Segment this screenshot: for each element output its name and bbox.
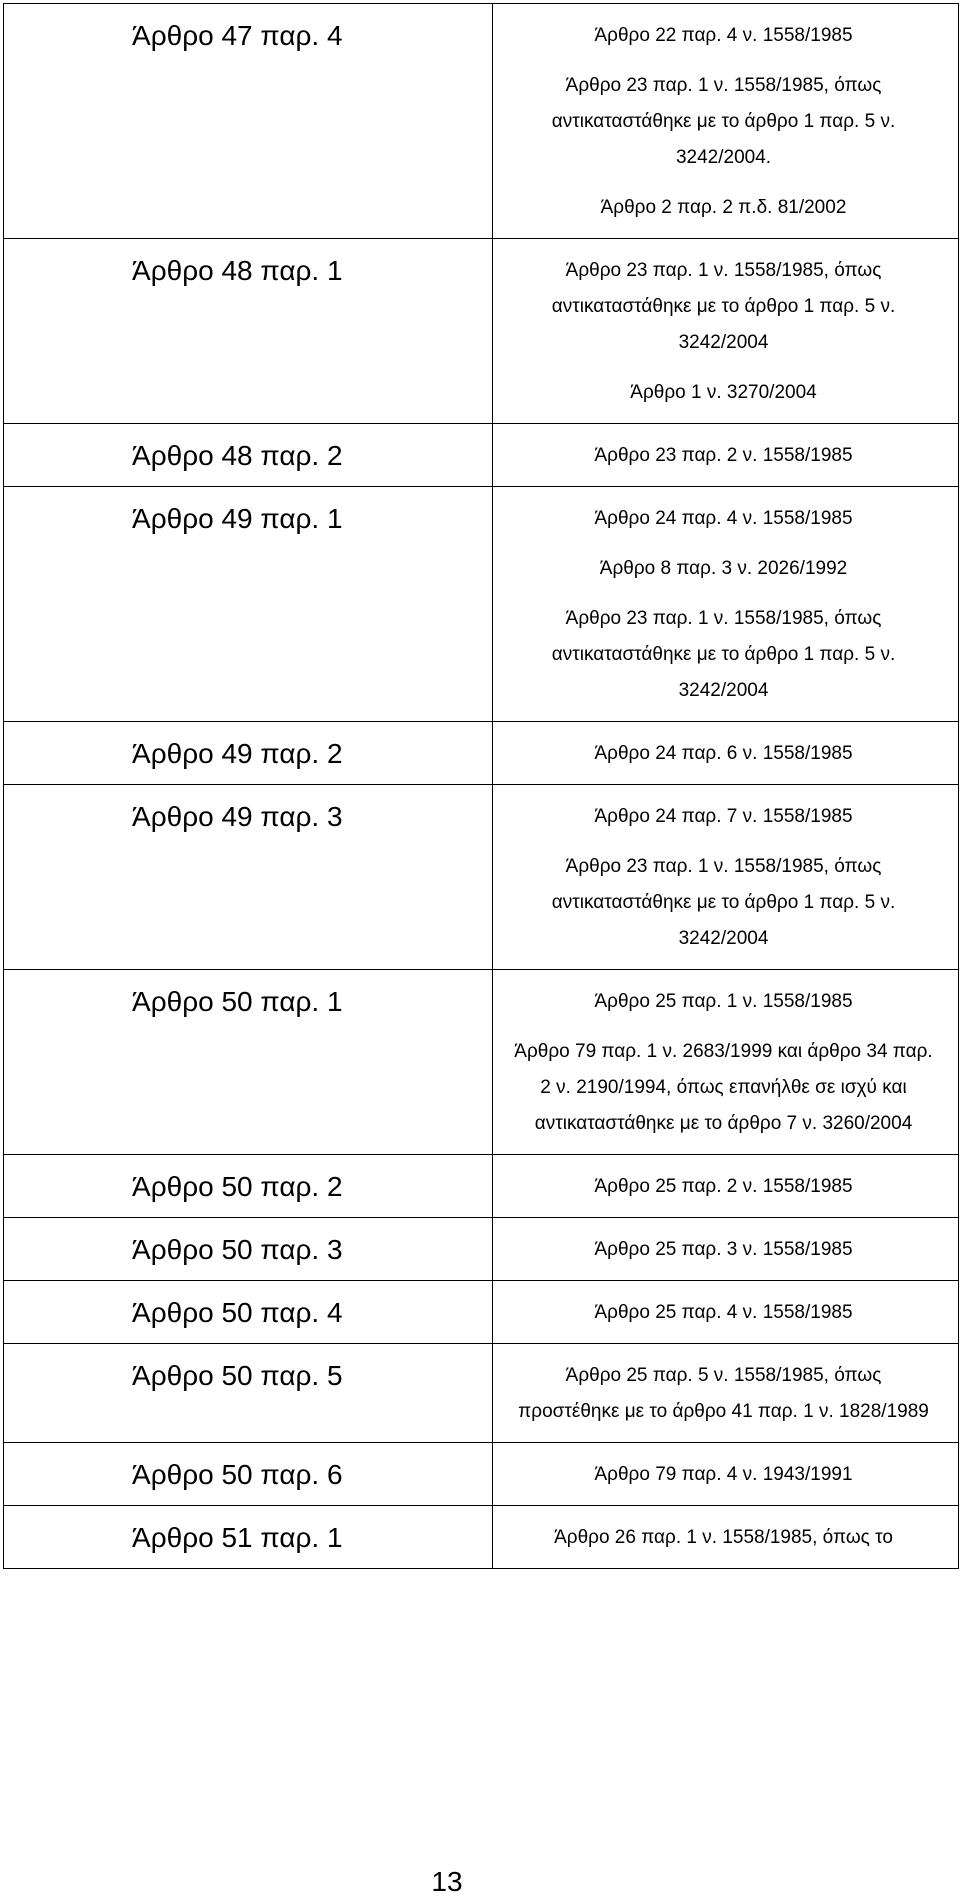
new-article-cell [4, 487, 493, 722]
source-reference-list [493, 1155, 958, 1217]
source-reference: Άρθρο 25 παρ. 3 ν. 1558/1985 [594, 1239, 853, 1260]
new-article-label: Άρθρο 49 παρ. 1 [132, 503, 343, 534]
source-reference: Άρθρο 24 παρ. 4 ν. 1558/1985 [594, 508, 853, 529]
table-row [4, 722, 959, 785]
table-row [4, 1443, 959, 1506]
table-row [4, 1155, 959, 1218]
source-reference-list [493, 487, 958, 721]
new-article-label: Άρθρο 48 παρ. 2 [132, 440, 343, 471]
source-references-cell [493, 785, 959, 970]
table-row [4, 487, 959, 722]
source-reference: Άρθρο 24 παρ. 6 ν. 1558/1985 [594, 743, 853, 764]
source-reference: Άρθρο 8 παρ. 3 ν. 2026/1992 [599, 558, 848, 579]
source-reference: Άρθρο 79 παρ. 1 ν. 2683/1999 και άρθρο 34 παρ. 2 ν. 2190/1994, όπως επανήλθε σε ισχύ και αντικαταστάθηκε με το άρθρο 7 ν. 3260/2004 [514, 1041, 933, 1134]
table-row [4, 424, 959, 487]
source-reference-list [493, 424, 958, 486]
source-reference-list [493, 722, 958, 784]
new-article-cell [4, 1155, 493, 1218]
source-references-cell [493, 1506, 959, 1569]
source-references-cell [493, 424, 959, 487]
new-article-label: Άρθρο 51 παρ. 1 [132, 1522, 343, 1553]
source-reference-list [493, 1344, 958, 1442]
source-reference: Άρθρο 25 παρ. 1 ν. 1558/1985 [594, 991, 853, 1012]
new-article-cell [4, 970, 493, 1155]
source-reference-list [493, 970, 958, 1154]
source-reference: Άρθρο 22 παρ. 4 ν. 1558/1985 [594, 25, 853, 46]
table-row [4, 785, 959, 970]
source-references-cell [493, 239, 959, 424]
new-article-cell [4, 239, 493, 424]
new-article-label: Άρθρο 50 παρ. 4 [132, 1297, 343, 1328]
source-references-cell [493, 1443, 959, 1506]
new-article-label: Άρθρο 48 παρ. 1 [132, 255, 343, 286]
new-article-label: Άρθρο 49 παρ. 2 [132, 738, 343, 769]
new-article-label: Άρθρο 50 παρ. 6 [132, 1459, 343, 1490]
table-row [4, 4, 959, 239]
new-article-cell [4, 4, 493, 239]
source-references-cell [493, 1281, 959, 1344]
new-article-cell [4, 1443, 493, 1506]
table-row [4, 970, 959, 1155]
source-references-cell [493, 1344, 959, 1443]
source-reference: Άρθρο 79 παρ. 4 ν. 1943/1991 [594, 1464, 853, 1485]
table-body [4, 4, 959, 1569]
new-article-cell [4, 1344, 493, 1443]
concordance-table [3, 3, 959, 1569]
source-reference: Άρθρο 23 παρ. 2 ν. 1558/1985 [594, 445, 853, 466]
source-reference: Άρθρο 25 παρ. 5 ν. 1558/1985, όπως προστέθηκε με το άρθρο 41 παρ. 1 ν. 1828/1989 [518, 1365, 929, 1422]
new-article-label: Άρθρο 50 παρ. 3 [132, 1234, 343, 1265]
new-article-label: Άρθρο 49 παρ. 3 [132, 801, 343, 832]
source-reference-list [493, 785, 958, 969]
source-reference: Άρθρο 25 παρ. 2 ν. 1558/1985 [594, 1176, 853, 1197]
new-article-cell [4, 1506, 493, 1569]
source-references-cell [493, 487, 959, 722]
table-row [4, 239, 959, 424]
new-article-cell [4, 1218, 493, 1281]
source-reference-list [493, 1443, 958, 1505]
source-reference: Άρθρο 24 παρ. 7 ν. 1558/1985 [594, 806, 853, 827]
new-article-cell [4, 785, 493, 970]
source-reference-list [493, 4, 958, 238]
source-reference-list [493, 1281, 958, 1343]
source-reference: Άρθρο 23 παρ. 1 ν. 1558/1985, όπως αντικαταστάθηκε με το άρθρο 1 παρ. 5 ν. 3242/2004 [551, 260, 896, 353]
new-article-cell [4, 424, 493, 487]
source-reference: Άρθρο 23 παρ. 1 ν. 1558/1985, όπως αντικαταστάθηκε με το άρθρο 1 παρ. 5 ν. 3242/2004 [551, 608, 896, 701]
source-reference-list [493, 1218, 958, 1280]
new-article-cell [4, 722, 493, 785]
source-reference: Άρθρο 26 παρ. 1 ν. 1558/1985, όπως το [554, 1527, 893, 1548]
source-references-cell [493, 722, 959, 785]
table-row [4, 1506, 959, 1569]
source-reference-list [493, 239, 958, 423]
new-article-label: Άρθρο 50 παρ. 5 [132, 1360, 343, 1391]
source-references-cell [493, 970, 959, 1155]
source-reference: Άρθρο 23 παρ. 1 ν. 1558/1985, όπως αντικαταστάθηκε με το άρθρο 1 παρ. 5 ν. 3242/2004 [551, 856, 896, 949]
source-reference-list [493, 1506, 958, 1568]
new-article-label: Άρθρο 47 παρ. 4 [132, 20, 343, 51]
source-reference: Άρθρο 25 παρ. 4 ν. 1558/1985 [594, 1302, 853, 1323]
new-article-label: Άρθρο 50 παρ. 2 [132, 1171, 343, 1202]
source-references-cell [493, 1218, 959, 1281]
new-article-label: Άρθρο 50 παρ. 1 [132, 986, 343, 1017]
source-reference: Άρθρο 1 ν. 3270/2004 [630, 382, 817, 403]
table-row [4, 1218, 959, 1281]
source-reference: Άρθρο 2 παρ. 2 π.δ. 81/2002 [600, 197, 847, 218]
table-row [4, 1344, 959, 1443]
new-article-cell [4, 1281, 493, 1344]
source-reference: Άρθρο 23 παρ. 1 ν. 1558/1985, όπως αντικαταστάθηκε με το άρθρο 1 παρ. 5 ν. 3242/2004. [551, 75, 896, 168]
page-number: 13 [431, 1866, 463, 1897]
table-row [4, 1281, 959, 1344]
source-references-cell [493, 4, 959, 239]
source-references-cell [493, 1155, 959, 1218]
